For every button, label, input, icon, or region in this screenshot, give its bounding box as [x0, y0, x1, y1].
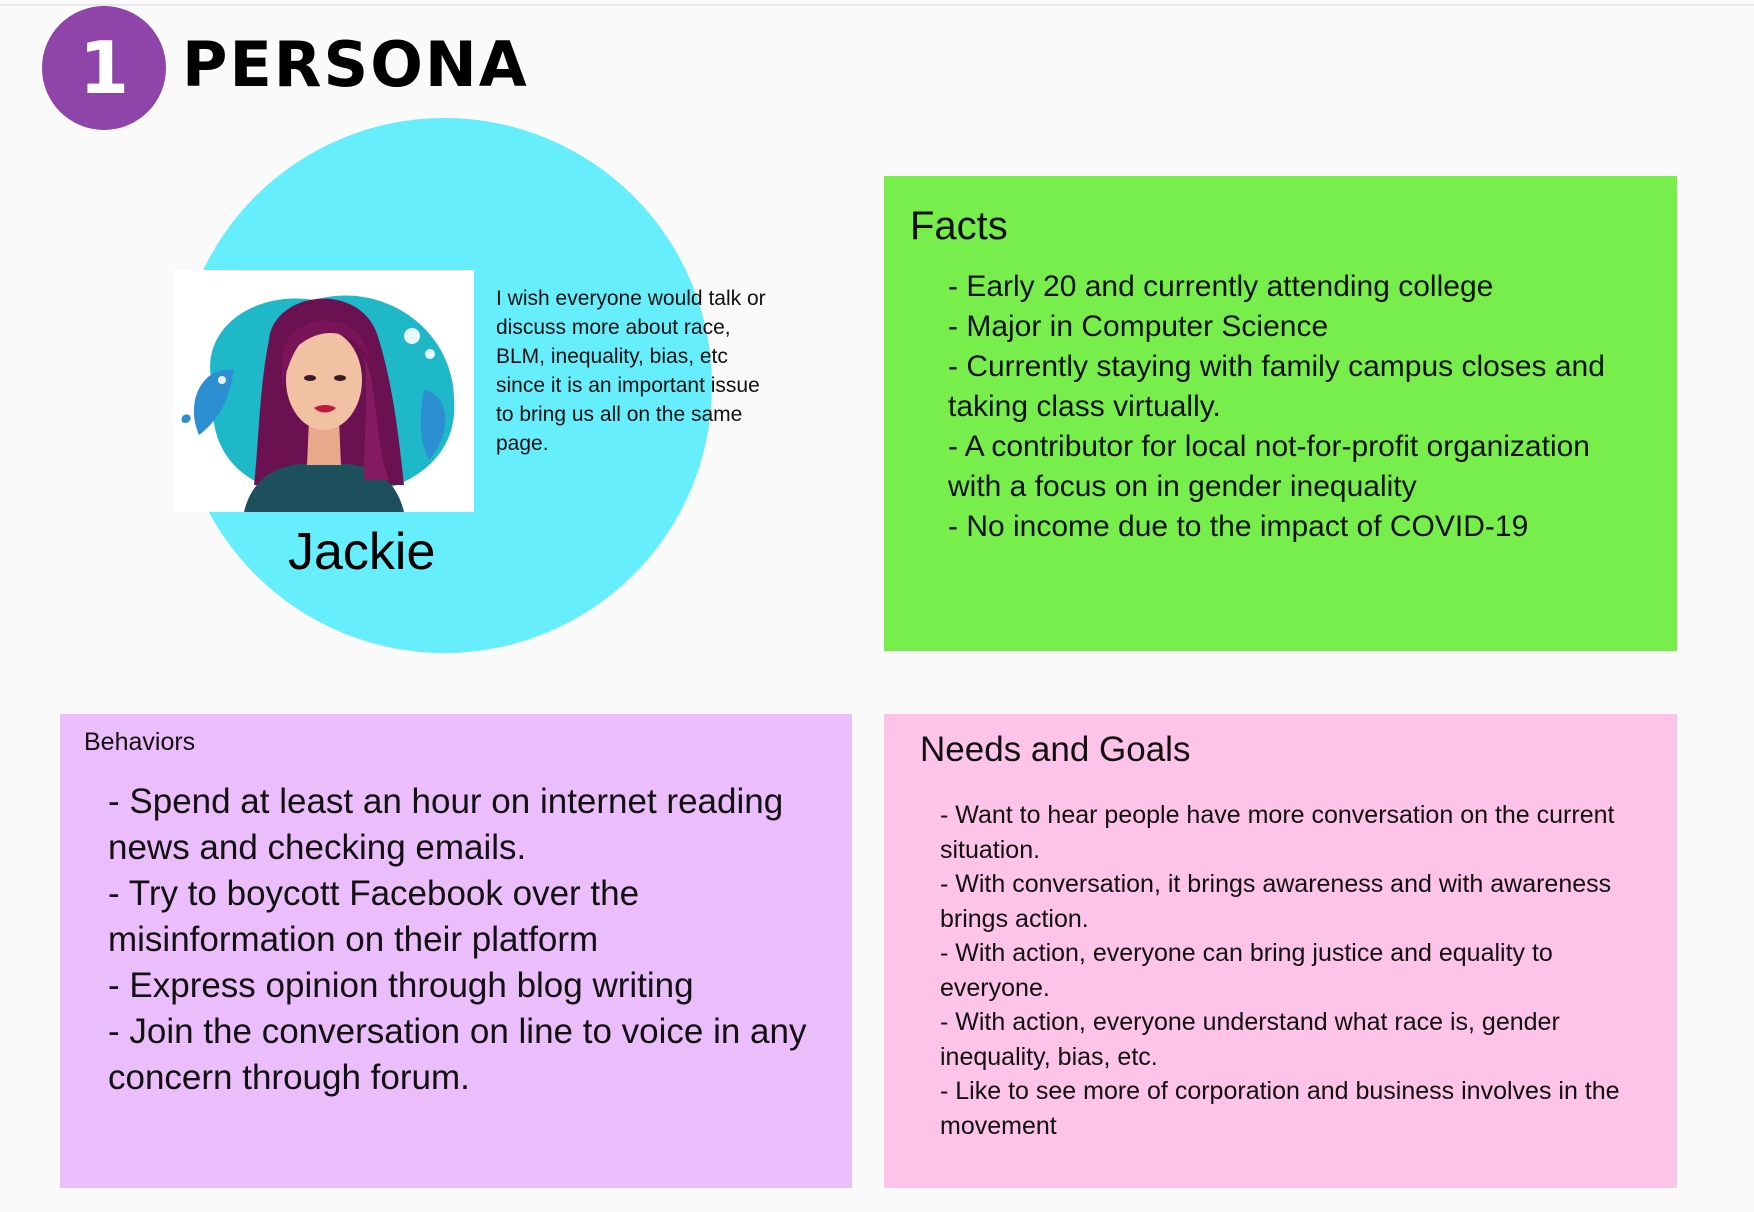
step-number-badge	[42, 6, 166, 130]
facts-title: Facts	[910, 204, 1008, 248]
needs-goals-item: - Like to see more of corporation and business involves in the movement	[940, 1077, 1620, 1140]
behaviors-card	[60, 714, 852, 1188]
needs-goals-item: - With action, everyone can bring justice and equality to everyone.	[940, 939, 1553, 1002]
facts-item: - No income due to the impact of COVID-19	[948, 510, 1529, 543]
page-title: PERSONA	[182, 28, 529, 101]
facts-item: - Currently staying with family campus closes and taking class virtually.	[948, 350, 1605, 423]
needs-goals-item: - Want to hear people have more conversation on the current situation.	[940, 801, 1615, 864]
facts-item: - Major in Computer Science	[948, 310, 1329, 343]
behaviors-item: - Spend at least an hour on internet reading news and checking emails.	[108, 782, 784, 867]
needs-goals-item: - With conversation, it brings awareness and with awareness brings action.	[940, 870, 1612, 933]
woman-portrait-icon	[174, 270, 474, 512]
needs-goals-item: - With action, everyone understand what race is, gender inequality, bias, etc.	[940, 1008, 1560, 1071]
avatar	[174, 270, 474, 512]
persona-quote: I wish everyone would talk or discuss more about race, BLM, inequality, bias, etc since it is an important issue to bring us all on the same page.	[496, 287, 766, 455]
behaviors-item: - Try to boycott Facebook over the misinformation on their platform	[108, 874, 640, 959]
facts-card	[884, 176, 1677, 651]
persona-name: Jackie	[288, 523, 436, 581]
behaviors-item: - Join the conversation on line to voice in any concern through forum.	[108, 1012, 807, 1097]
step-number: 1	[78, 26, 130, 110]
behaviors-title: Behaviors	[84, 728, 196, 756]
needs-goals-card	[884, 714, 1677, 1188]
behaviors-item: - Express opinion through blog writing	[108, 966, 694, 1005]
needs-goals-title: Needs and Goals	[920, 730, 1191, 769]
facts-item: - Early 20 and currently attending college	[948, 270, 1494, 303]
facts-item: - A contributor for local not-for-profit organization with a focus on in gender inequality	[948, 430, 1590, 503]
top-divider	[0, 4, 1754, 6]
